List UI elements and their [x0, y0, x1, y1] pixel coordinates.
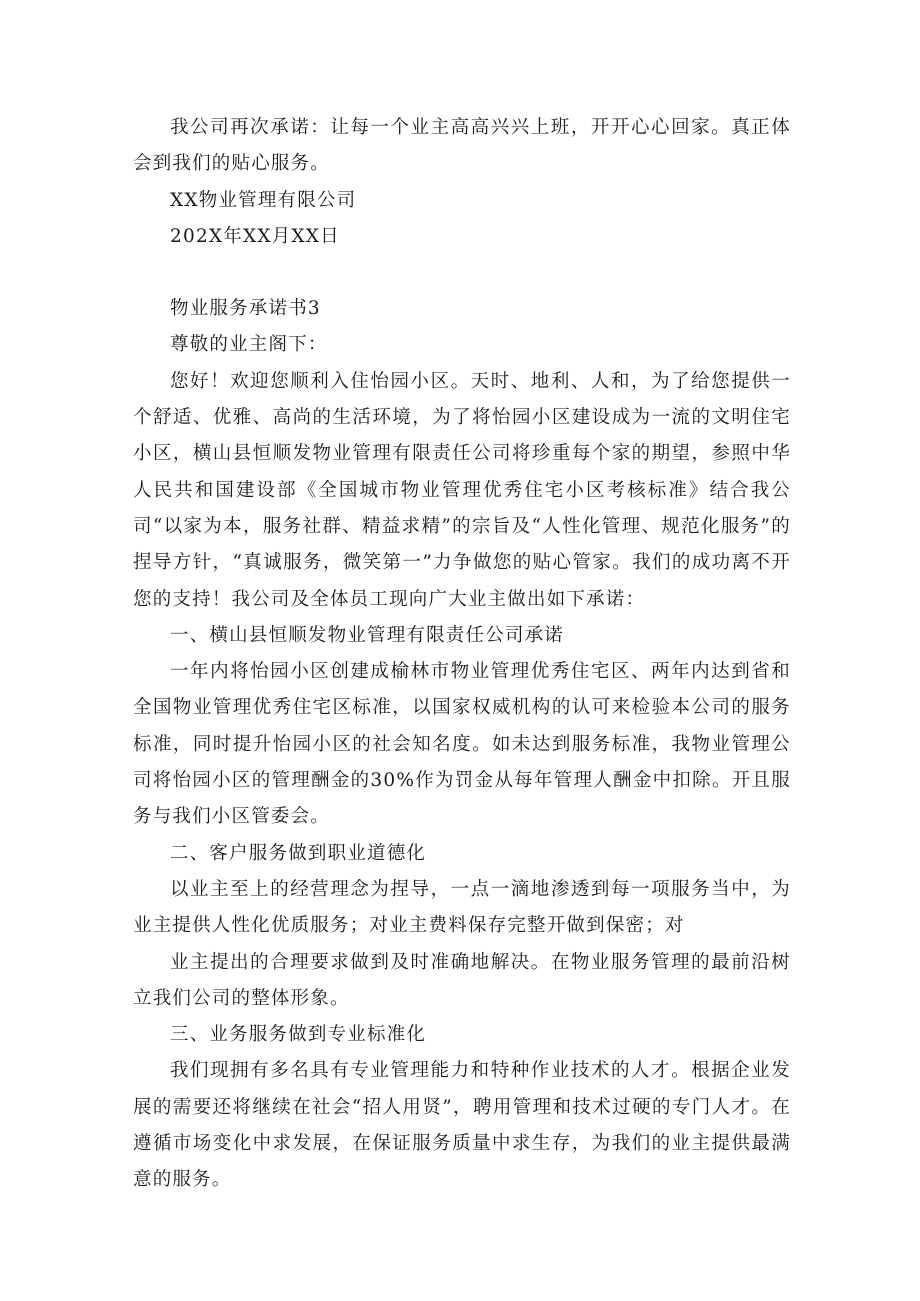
company-signature: XX物业管理有限公司: [170, 189, 357, 211]
heading-1: 一、横山县恒顺发物业管理有限责任公司承诺: [170, 624, 565, 646]
body-3-paragraph: 我们现拥有多名具有专业管理能力和特种作业技术的人才。根据企业发展的需要还将继续在社会“招人用贤”，聘用管理和技术过硬的专门人才。在遵循市场变化中求发展，在保证服务质量中求生存，为我们的业主提供最满意的服务。: [133, 1060, 791, 1191]
salutation: 尊敬的业主阁下：: [170, 334, 328, 356]
body-2b-paragraph: 业主提出的合理要求做到及时准确地解决。在物业服务管理的最前沿树立我们公司的整体形象。: [133, 951, 791, 1009]
closing-commitment-paragraph: 我公司再次承诺：让每一个业主高高兴兴上班，开开心心回家。真正体会到我们的贴心服务。: [133, 117, 791, 175]
body-2a-paragraph: 以业主至上的经营理念为捏导，一点一滴地渗透到每一项服务当中，为业主提供人性化优质服务；对业主费料保存完整开做到保密；对: [133, 878, 791, 937]
heading-3: 三、业务服务做到专业标准化: [170, 1024, 427, 1046]
body-1-paragraph: 一年内将怡园小区创建成榆林市物业管理优秀住宅区、两年内达到省和全国物业管理优秀住宅区标准，以国家权威机构的认可来检验本公司的服务标准，同时提升怡园小区的社会知名度。如未达到服务标准，我物业管理公司将怡园小区的管理酬金的30%作为罚金从每年管理人酬金中扣除。开且服务与我们小区管委会。: [133, 661, 791, 828]
intro-paragraph: 您好！欢迎您顺利入住怡园小区。天时、地利、人和，为了给您提供一个舒适、优雅、高尚的生活环境，为了将怡园小区建设成为一流的文明住宅小区，横山县恒顺发物业管理有限责任公司将珍重每个家的期望，参照中华人民共和国建设部《全国城市物业管理优秀住宅小区考核标准》结合我公司“以家为本，服务社群、精益求精”的宗旨及“人性化管理、规范化服务”的捏导方针，“真诚服务，微笑第一”力争做您的贴心管家。我们的成功离不开您的支持！我公司及全体员工现向广大业主做出如下承诺：: [133, 370, 791, 610]
signature-date: 202X年XX月XX日: [170, 225, 340, 247]
document-body: [133, 110, 791, 1199]
heading-2: 二、客户服务做到职业道德化: [170, 842, 427, 864]
section-title: 物业服务承诺书3: [170, 298, 321, 320]
section-spacer: [133, 255, 791, 291]
